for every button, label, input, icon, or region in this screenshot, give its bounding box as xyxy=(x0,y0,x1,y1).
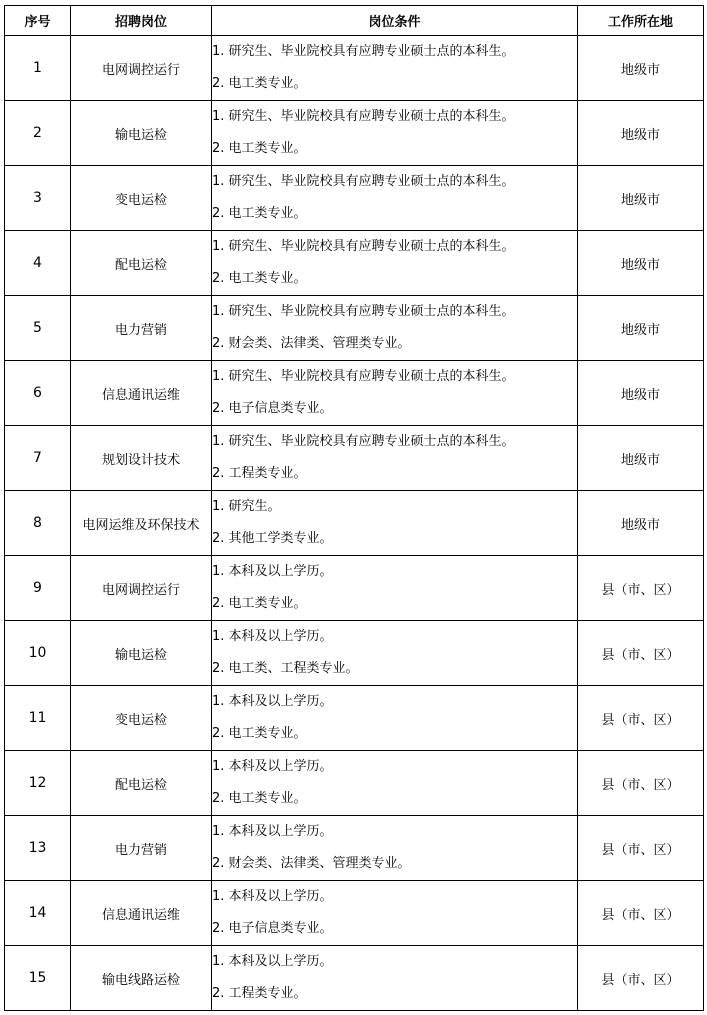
row-location: 县（市、区） xyxy=(578,556,704,621)
row-position: 变电运检 xyxy=(71,686,212,751)
row-location: 县（市、区） xyxy=(578,751,704,816)
row-location: 地级市 xyxy=(578,296,704,361)
table-row xyxy=(5,426,704,491)
header-row xyxy=(5,6,704,36)
row-position: 电网调控运行 xyxy=(71,36,212,101)
condition-line: 2. 电子信息类专业。 xyxy=(212,401,333,416)
condition-line: 2. 电工类专业。 xyxy=(212,791,307,806)
table-row xyxy=(5,556,704,621)
row-position: 电网调控运行 xyxy=(71,556,212,621)
header-location: 工作所在地 xyxy=(578,6,704,36)
condition-line: 2. 工程类专业。 xyxy=(212,466,307,481)
table-row xyxy=(5,361,704,426)
condition-line: 1. 研究生、毕业院校具有应聘专业硕士点的本科生。 xyxy=(212,109,515,124)
row-conditions xyxy=(212,816,578,881)
row-location: 县（市、区） xyxy=(578,686,704,751)
condition-line: 1. 本科及以上学历。 xyxy=(212,564,333,579)
table-row xyxy=(5,36,704,101)
row-position: 电力营销 xyxy=(71,296,212,361)
row-conditions xyxy=(212,296,578,361)
condition-line: 1. 研究生、毕业院校具有应聘专业硕士点的本科生。 xyxy=(212,434,515,449)
condition-line: 1. 研究生。 xyxy=(212,499,281,514)
row-index: 12 xyxy=(5,751,71,816)
row-position: 配电运检 xyxy=(71,751,212,816)
row-index: 9 xyxy=(5,556,71,621)
condition-line: 1. 本科及以上学历。 xyxy=(212,694,333,709)
row-index: 15 xyxy=(5,946,71,1011)
condition-line: 2. 电工类、工程类专业。 xyxy=(212,661,359,676)
row-index: 7 xyxy=(5,426,71,491)
condition-line: 2. 财会类、法律类、管理类专业。 xyxy=(212,856,411,871)
row-conditions xyxy=(212,686,578,751)
condition-line: 2. 电工类专业。 xyxy=(212,726,307,741)
row-location: 县（市、区） xyxy=(578,881,704,946)
table-row xyxy=(5,166,704,231)
row-conditions xyxy=(212,426,578,491)
row-conditions xyxy=(212,231,578,296)
header-conditions: 岗位条件 xyxy=(212,6,578,36)
condition-line: 2. 其他工学类专业。 xyxy=(212,531,333,546)
row-index: 10 xyxy=(5,621,71,686)
row-location: 县（市、区） xyxy=(578,621,704,686)
condition-line: 2. 电工类专业。 xyxy=(212,141,307,156)
row-location: 县（市、区） xyxy=(578,816,704,881)
table-row xyxy=(5,231,704,296)
condition-line: 1. 研究生、毕业院校具有应聘专业硕士点的本科生。 xyxy=(212,369,515,384)
row-position: 规划设计技术 xyxy=(71,426,212,491)
row-index: 11 xyxy=(5,686,71,751)
row-position: 电网运维及环保技术 xyxy=(71,491,212,556)
table-body xyxy=(5,36,704,1011)
condition-line: 1. 本科及以上学历。 xyxy=(212,629,333,644)
row-index: 5 xyxy=(5,296,71,361)
row-position: 配电运检 xyxy=(71,231,212,296)
row-conditions xyxy=(212,166,578,231)
table-row xyxy=(5,881,704,946)
row-index: 13 xyxy=(5,816,71,881)
condition-line: 2. 电子信息类专业。 xyxy=(212,921,333,936)
row-position: 变电运检 xyxy=(71,166,212,231)
condition-line: 1. 研究生、毕业院校具有应聘专业硕士点的本科生。 xyxy=(212,44,515,59)
table-row xyxy=(5,491,704,556)
row-conditions xyxy=(212,491,578,556)
condition-line: 1. 本科及以上学历。 xyxy=(212,824,333,839)
row-location: 地级市 xyxy=(578,361,704,426)
condition-line: 1. 研究生、毕业院校具有应聘专业硕士点的本科生。 xyxy=(212,304,515,319)
condition-line: 1. 本科及以上学历。 xyxy=(212,954,333,969)
condition-line: 1. 本科及以上学历。 xyxy=(212,759,333,774)
row-location: 地级市 xyxy=(578,491,704,556)
recruitment-table xyxy=(4,5,704,1011)
condition-line: 1. 本科及以上学历。 xyxy=(212,889,333,904)
condition-line: 2. 电工类专业。 xyxy=(212,206,307,221)
row-conditions xyxy=(212,881,578,946)
row-position: 信息通讯运维 xyxy=(71,881,212,946)
table-row xyxy=(5,101,704,166)
row-location: 地级市 xyxy=(578,166,704,231)
row-conditions xyxy=(212,556,578,621)
table-header xyxy=(5,6,704,36)
row-index: 1 xyxy=(5,36,71,101)
row-index: 14 xyxy=(5,881,71,946)
condition-line: 2. 工程类专业。 xyxy=(212,986,307,1001)
row-index: 3 xyxy=(5,166,71,231)
row-location: 县（市、区） xyxy=(578,946,704,1011)
row-position: 输电运检 xyxy=(71,101,212,166)
row-index: 4 xyxy=(5,231,71,296)
table-row xyxy=(5,296,704,361)
row-position: 信息通讯运维 xyxy=(71,361,212,426)
condition-line: 2. 电工类专业。 xyxy=(212,76,307,91)
row-conditions xyxy=(212,361,578,426)
row-location: 地级市 xyxy=(578,36,704,101)
row-location: 地级市 xyxy=(578,231,704,296)
row-index: 2 xyxy=(5,101,71,166)
condition-line: 1. 研究生、毕业院校具有应聘专业硕士点的本科生。 xyxy=(212,239,515,254)
table-row xyxy=(5,751,704,816)
row-position: 输电运检 xyxy=(71,621,212,686)
row-location: 地级市 xyxy=(578,426,704,491)
table-row xyxy=(5,621,704,686)
table-row xyxy=(5,816,704,881)
row-location: 地级市 xyxy=(578,101,704,166)
row-conditions xyxy=(212,946,578,1011)
row-conditions xyxy=(212,36,578,101)
row-position: 输电线路运检 xyxy=(71,946,212,1011)
row-index: 8 xyxy=(5,491,71,556)
row-conditions xyxy=(212,621,578,686)
header-position: 招聘岗位 xyxy=(71,6,212,36)
row-position: 电力营销 xyxy=(71,816,212,881)
row-conditions xyxy=(212,751,578,816)
row-conditions xyxy=(212,101,578,166)
table-row xyxy=(5,686,704,751)
row-index: 6 xyxy=(5,361,71,426)
table-row xyxy=(5,946,704,1011)
header-index: 序号 xyxy=(5,6,71,36)
condition-line: 2. 财会类、法律类、管理类专业。 xyxy=(212,336,411,351)
condition-line: 2. 电工类专业。 xyxy=(212,271,307,286)
condition-line: 2. 电工类专业。 xyxy=(212,596,307,611)
condition-line: 1. 研究生、毕业院校具有应聘专业硕士点的本科生。 xyxy=(212,174,515,189)
